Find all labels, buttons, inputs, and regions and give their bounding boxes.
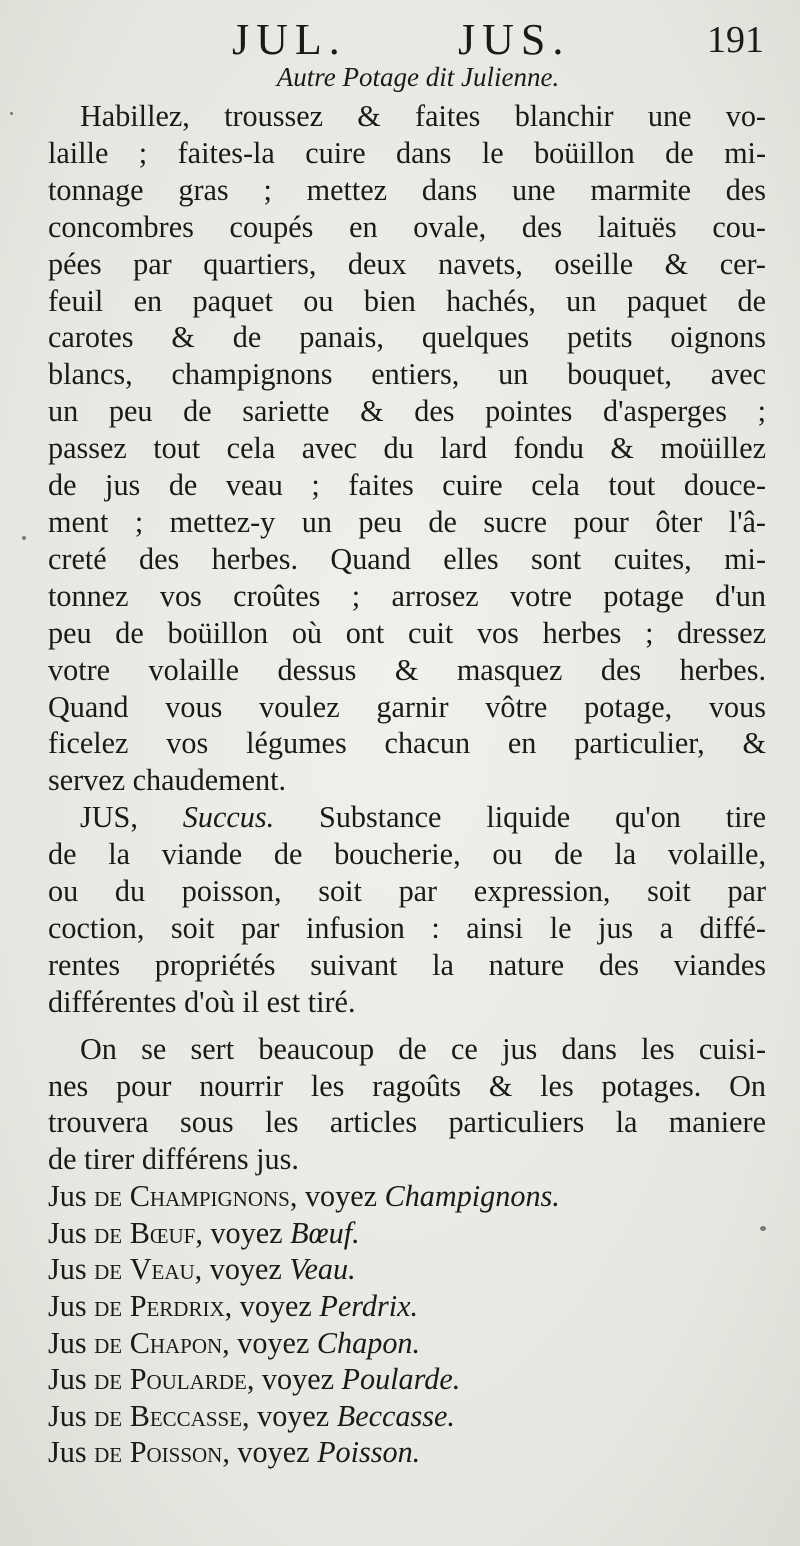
xref-de: de [94, 1252, 123, 1287]
xref-target: Beccasse. [336, 1398, 455, 1433]
xref-de: de [94, 1215, 123, 1250]
latin-term: Succus. [182, 800, 275, 835]
xref-de: de [94, 1435, 123, 1470]
text-line: Habillez, troussez & faites blanchir une vo- [80, 99, 766, 133]
xref-jus: Jus [48, 1398, 87, 1433]
xref-voyez: , voyez [222, 1325, 310, 1360]
xref-target: Chapon. [316, 1325, 421, 1360]
text-line: concombres coupés en ovale, des laituës cou- [48, 209, 766, 244]
xref-voyez: , voyez [242, 1398, 330, 1433]
ink-speck [10, 112, 13, 115]
text-line: de jus de veau ; faites cuire cela tout douce- [48, 468, 766, 503]
text-line: laille ; faites-la cuire dans le boüillon de mi- [48, 135, 766, 170]
cross-reference-entry [48, 1178, 766, 1215]
xref-jus: Jus [48, 1325, 87, 1360]
text-line: carotes & de panais, quelques petits oignons [48, 320, 766, 355]
header-left-keyword: JUL. [232, 15, 347, 64]
text-line: creté des herbes. Quand elles sont cuites, mi- [48, 541, 766, 576]
xref-de: de [94, 1325, 123, 1360]
text-line: pées par quartiers, deux navets, oseille & cer- [48, 246, 766, 281]
paragraph-jus-usage [48, 1031, 766, 1179]
text-line: blancs, champignons entiers, un bouquet, avec [48, 357, 766, 392]
xref-subject: Poularde [129, 1362, 247, 1397]
header-right-keyword: JUS. [458, 15, 571, 64]
xref-target: Perdrix. [319, 1289, 419, 1324]
xref-jus: Jus [48, 1179, 87, 1214]
entry-text: Substance liquide qu'on tire [319, 800, 766, 835]
page-number: 191 [707, 19, 764, 61]
body-text [48, 98, 766, 1471]
text-line: différentes d'où il est tiré. [48, 984, 356, 1019]
xref-target: Bœuf. [290, 1215, 360, 1250]
xref-de: de [94, 1362, 123, 1397]
running-header [0, 14, 800, 66]
text-line: On se sert beaucoup de ce jus dans les cuisi- [80, 1031, 766, 1066]
xref-voyez: , voyez [246, 1362, 334, 1397]
xref-de: de [94, 1398, 123, 1433]
xref-voyez: , voyez [224, 1289, 312, 1324]
text-line: tonnage gras ; mettez dans une marmite des [48, 172, 766, 207]
xref-de: de [94, 1289, 123, 1324]
cross-reference-entry [48, 1361, 766, 1398]
xref-target: Poisson. [317, 1435, 421, 1470]
xref-de: de [94, 1179, 123, 1214]
text-line: de tirer différens jus. [48, 1142, 299, 1177]
xref-subject: Champignons [129, 1179, 290, 1214]
xref-voyez: , voyez [222, 1435, 310, 1470]
text-line: servez chaudement. [48, 763, 287, 798]
cross-reference-entry [48, 1325, 766, 1362]
text-line: nes pour nourrir les ragoûts & les potages. On [48, 1068, 766, 1103]
cross-reference-entry [48, 1398, 766, 1435]
paragraph-gap [48, 1021, 766, 1031]
entry-term: JUS, [80, 800, 138, 835]
xref-voyez: , voyez [194, 1252, 282, 1287]
text-line: de la viande de boucherie, ou de la volaille, [48, 837, 766, 872]
text-line: ment ; mettez-y un peu de sucre pour ôter l'â- [48, 504, 766, 539]
text-line: feuil en paquet ou bien hachés, un paquet de [48, 283, 766, 318]
text-line: tonnez vos croûtes ; arrosez votre potage d'un [48, 578, 766, 613]
xref-subject: Bœuf [129, 1215, 196, 1250]
xref-target: Poularde. [341, 1362, 461, 1397]
xref-voyez: , voyez [289, 1179, 378, 1214]
cross-reference-list [48, 1178, 766, 1471]
ink-speck [760, 1226, 766, 1231]
ink-speck [22, 536, 26, 540]
xref-jus: Jus [48, 1289, 87, 1324]
section-subtitle: Autre Potage dit Julienne. [276, 62, 560, 92]
cross-reference-entry [48, 1288, 766, 1325]
xref-jus: Jus [48, 1362, 87, 1397]
text-line: peu de boüillon où ont cuit vos herbes ; dressez [48, 615, 766, 650]
text-line: coction, soit par infusion : ainsi le jus a diffé- [48, 910, 766, 945]
xref-target: Champignons. [384, 1179, 560, 1214]
text-line: un peu de sariette & des pointes d'asperges ; [48, 394, 766, 429]
text-line: passez tout cela avec du lard fondu & moüillez [48, 431, 766, 466]
text-line: ou du poisson, soit par expression, soit par [48, 874, 766, 909]
text-line: rentes propriétés suivant la nature des viandes [48, 947, 766, 982]
xref-jus: Jus [48, 1435, 87, 1470]
cross-reference-entry [48, 1251, 766, 1288]
cross-reference-entry [48, 1434, 766, 1471]
text-line: Quand vous voulez garnir vôtre potage, vous [48, 689, 766, 724]
xref-voyez: , voyez [195, 1215, 283, 1250]
text-line: trouvera sous les articles particuliers la maniere [48, 1105, 766, 1140]
paragraph-potage-julienne [48, 98, 766, 799]
xref-target: Veau. [289, 1252, 356, 1287]
xref-subject: Perdrix [129, 1289, 225, 1324]
xref-subject: Chapon [129, 1325, 223, 1360]
xref-jus: Jus [48, 1215, 87, 1250]
xref-jus: Jus [48, 1252, 87, 1287]
text-line-first [48, 799, 766, 836]
text-line: ficelez vos légumes chacun en particulier, & [48, 726, 766, 761]
cross-reference-entry [48, 1215, 766, 1252]
xref-subject: Veau [129, 1252, 195, 1287]
paragraph-jus-definition [48, 799, 766, 1020]
xref-subject: Beccasse [129, 1398, 243, 1433]
text-line: votre volaille dessus & masquez des herbes. [48, 652, 766, 687]
xref-subject: Poisson [129, 1435, 223, 1470]
